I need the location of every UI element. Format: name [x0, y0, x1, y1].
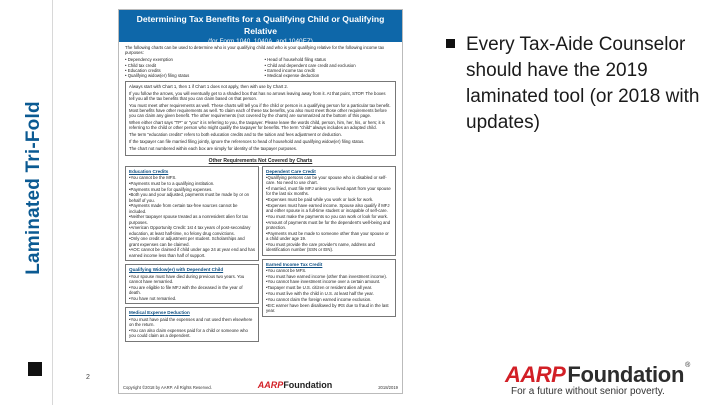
- vertical-section-title: [20, 50, 48, 325]
- instructions-box: [125, 81, 396, 155]
- requirement-item: • You must have paid the expenses and not used them elsewhere on the return.: [129, 317, 255, 327]
- requirement-item: • You cannot be the MFS.: [129, 175, 255, 180]
- instruction-paragraph: When either chart says "TP" or "you" it is referring to you, the taxpayer. Please leave the words child, person, him, her, his, or hers; it is referring to the child or other person who might qualify the taxpayer for benefits. The term "child" always includes an adopted child.: [129, 120, 385, 131]
- requirements-grid: [125, 166, 396, 345]
- benefit-list: [125, 57, 396, 78]
- document-footer: [123, 380, 398, 390]
- document-year: 2018/2019: [378, 385, 398, 390]
- left-divider: [52, 0, 53, 405]
- requirement-item: • Your spouse must have died during previous two years. You cannot have remarried.: [129, 274, 255, 284]
- requirement-item: • You cannot claim the foreign earned income exclusion.: [266, 297, 392, 302]
- requirement-list: [129, 274, 255, 301]
- requirement-item: • Expenses must be paid while you work or look for work.: [266, 197, 392, 202]
- trifold-document-image: [118, 9, 403, 394]
- registered-mark: ®: [685, 362, 691, 369]
- bullet-item-text: Every Tax-Aide Counselor should have the 2019 laminated tool (or 2018 with updates): [466, 34, 700, 133]
- requirement-list: [129, 317, 255, 338]
- requirements-column-left: [125, 166, 259, 345]
- mini-logo-aarp: AARP: [257, 380, 284, 390]
- instruction-paragraph: The chart not numbered within each box are simply for identity of the taxpayer purposes.: [129, 145, 298, 151]
- requirement-item: • American Opportunity Credit: 1st 4 tax years of post-secondary education, at least half-time, no felony drug convictions.: [129, 225, 255, 235]
- mini-logo-word: Foundation: [283, 380, 333, 390]
- document-header: [119, 10, 402, 45]
- instruction-paragraph: The term "education credits" refers to both education credits and to the tuition and fees adjustment or deduction.: [129, 132, 343, 138]
- benefit-item: • Education credits: [125, 68, 257, 73]
- benefit-item: • Child tax credit: [125, 63, 257, 68]
- requirements-heading: Other Requirements Not Covered by Charts: [208, 157, 313, 164]
- benefit-list-left: [125, 57, 257, 78]
- requirement-item: • Expenses must have earned income. Spouse also qualify if MFJ and either spouse is a full-time student or incapable of self-care.: [266, 203, 392, 213]
- benefit-item: • Dependency exemption: [125, 57, 257, 62]
- requirement-item: • You are eligible to file MFJ with the deceased in the year of death.: [129, 285, 255, 295]
- document-copyright: Copyright ©2018 by AARP. All Rights Reserved.: [123, 385, 212, 390]
- requirement-item: • Payments must be to a qualifying institution.: [129, 181, 255, 186]
- requirement-item: • You cannot be MFS.: [266, 268, 392, 273]
- requirement-box: [125, 264, 259, 304]
- requirement-item: • You must make the payments so you can work or look for work.: [266, 214, 392, 219]
- requirement-item: • Only one credit or adjustment per student. Scholarships and grant expenses can be claimed.: [129, 236, 255, 246]
- document-body: [119, 42, 402, 345]
- requirement-item: • You must live with the child in U.S. at least half the year.: [266, 291, 392, 296]
- requirement-item: • Payments must be made to someone other than your spouse or a child under age 19.: [266, 231, 392, 241]
- slide-page-number: 2: [86, 374, 90, 381]
- benefit-item: • Head of household filing status: [265, 57, 397, 62]
- requirement-item: • You cannot have investment income over a certain amount.: [266, 279, 392, 284]
- requirement-list: [266, 268, 392, 313]
- requirement-box-heading: Qualifying Widow(er) with Dependent Child: [129, 267, 224, 273]
- requirement-item: • Neither taxpayer spouse treated as a nonresident alien for tax purposes.: [129, 214, 255, 224]
- requirement-item: • You can also claim expenses paid for a child or someone who you could claim as a dependent.: [129, 328, 255, 338]
- aarp-foundation-logo: [505, 362, 710, 402]
- requirement-item: • You must have earned income (other than investment income).: [266, 274, 392, 279]
- document-subtitle: (for Form 1040, 1040A, and 1040EZ): [208, 38, 313, 45]
- benefit-list-right: [265, 57, 397, 78]
- logo-foundation-text: Foundation: [567, 362, 685, 387]
- bullet-list: [446, 32, 706, 136]
- requirement-box: [262, 166, 396, 256]
- requirement-list: [129, 175, 255, 258]
- requirement-box-heading: Dependent Care Credit: [266, 168, 316, 174]
- requirement-item: • If married, must file MFJ unless you lived apart from your spouse for the last six months.: [266, 186, 392, 196]
- requirement-item: • You have not remarried.: [129, 296, 255, 301]
- instruction-paragraph: If the taxpayer can file married filing jointly, ignore the references to head of household and qualifying widow(er) filing status.: [129, 139, 365, 145]
- requirement-item: • Payments must be for qualifying expenses.: [129, 187, 255, 192]
- requirements-column-right: [262, 166, 396, 345]
- requirement-box: [125, 166, 259, 262]
- requirement-item: • EIC earner have been disallowed by IRS due to fraud in the last year.: [266, 303, 392, 313]
- requirement-item: • Both you and your adjusted, payments must be made by or on behalf of you.: [129, 192, 255, 202]
- document-intro: The following charts can be used to determine who is your qualifying child and who is your qualifying relative for the following income tax purposes:: [125, 45, 385, 56]
- requirement-item: • Payments made from certain tax-free sources cannot be included.: [129, 203, 255, 213]
- instruction-paragraph: Always start with Chart 1, then 1 if Chart 1 does not apply, then with use by Chart 2.: [129, 84, 288, 90]
- requirement-item: • Amount of payments must be for the dependent's well-being and protection.: [266, 220, 392, 230]
- requirement-box-heading: Earned Income Tax Credit: [266, 261, 323, 267]
- benefit-item: • Earned income tax credit: [265, 68, 397, 73]
- instruction-paragraph: If you follow the arrows, you will eventually get to a shaded box that has no arrows leaving away from it. At that point, STOP. The boxes tell you all the tax benefits that you can claim based on that person.: [129, 91, 386, 102]
- logo-wordmark: [505, 362, 710, 388]
- instruction-paragraph: You must meet other requirements as well. These charts will tell you if the child or person is a qualifying person for a particular tax benefit. Most benefits have other requirements as well. To claim each of these tax benefits, you also must meet those other requirements before you can claim any given benefit. The other requirements (not covered by the charts) are summarized at the bottom of this page.: [129, 103, 391, 119]
- requirement-item: • Qualifying persons can be your spouse who is disabled or self-care. No need to use chart.: [266, 175, 392, 185]
- requirement-item: • Taxpayer must be U.S. citizen or resident alien all year.: [266, 285, 392, 290]
- requirement-item: • You must provide the care provider's name, address and identification number (SSN or EIN).: [266, 242, 392, 252]
- requirement-box-heading: Education Credits: [129, 168, 169, 174]
- logo-aarp-text: AARP: [505, 362, 566, 387]
- document-foundation-logo: [258, 380, 333, 390]
- requirement-list: [266, 175, 392, 252]
- logo-tagline: For a future without senior poverty.: [511, 386, 665, 397]
- benefit-item: • Qualifying widow(er) filing status: [125, 73, 257, 78]
- requirement-box: [262, 259, 396, 317]
- requirement-box-heading: Medical Expense Deduction: [129, 310, 190, 316]
- benefit-item: • Child and dependent care credit and exclusion: [265, 63, 397, 68]
- requirement-box: [125, 307, 259, 341]
- corner-square-marker: [28, 362, 42, 376]
- requirement-item: • AOC cannot be claimed if child under age 24 at year end and has earned income less than half of support.: [129, 247, 255, 257]
- square-bullet-icon: [446, 39, 455, 48]
- section-title-text: Laminated Tri-Fold: [23, 100, 44, 275]
- benefit-item: • Medical expense deduction: [265, 73, 397, 78]
- document-title: Determining Tax Benefits for a Qualifying Child or Qualifying Relative: [136, 14, 385, 36]
